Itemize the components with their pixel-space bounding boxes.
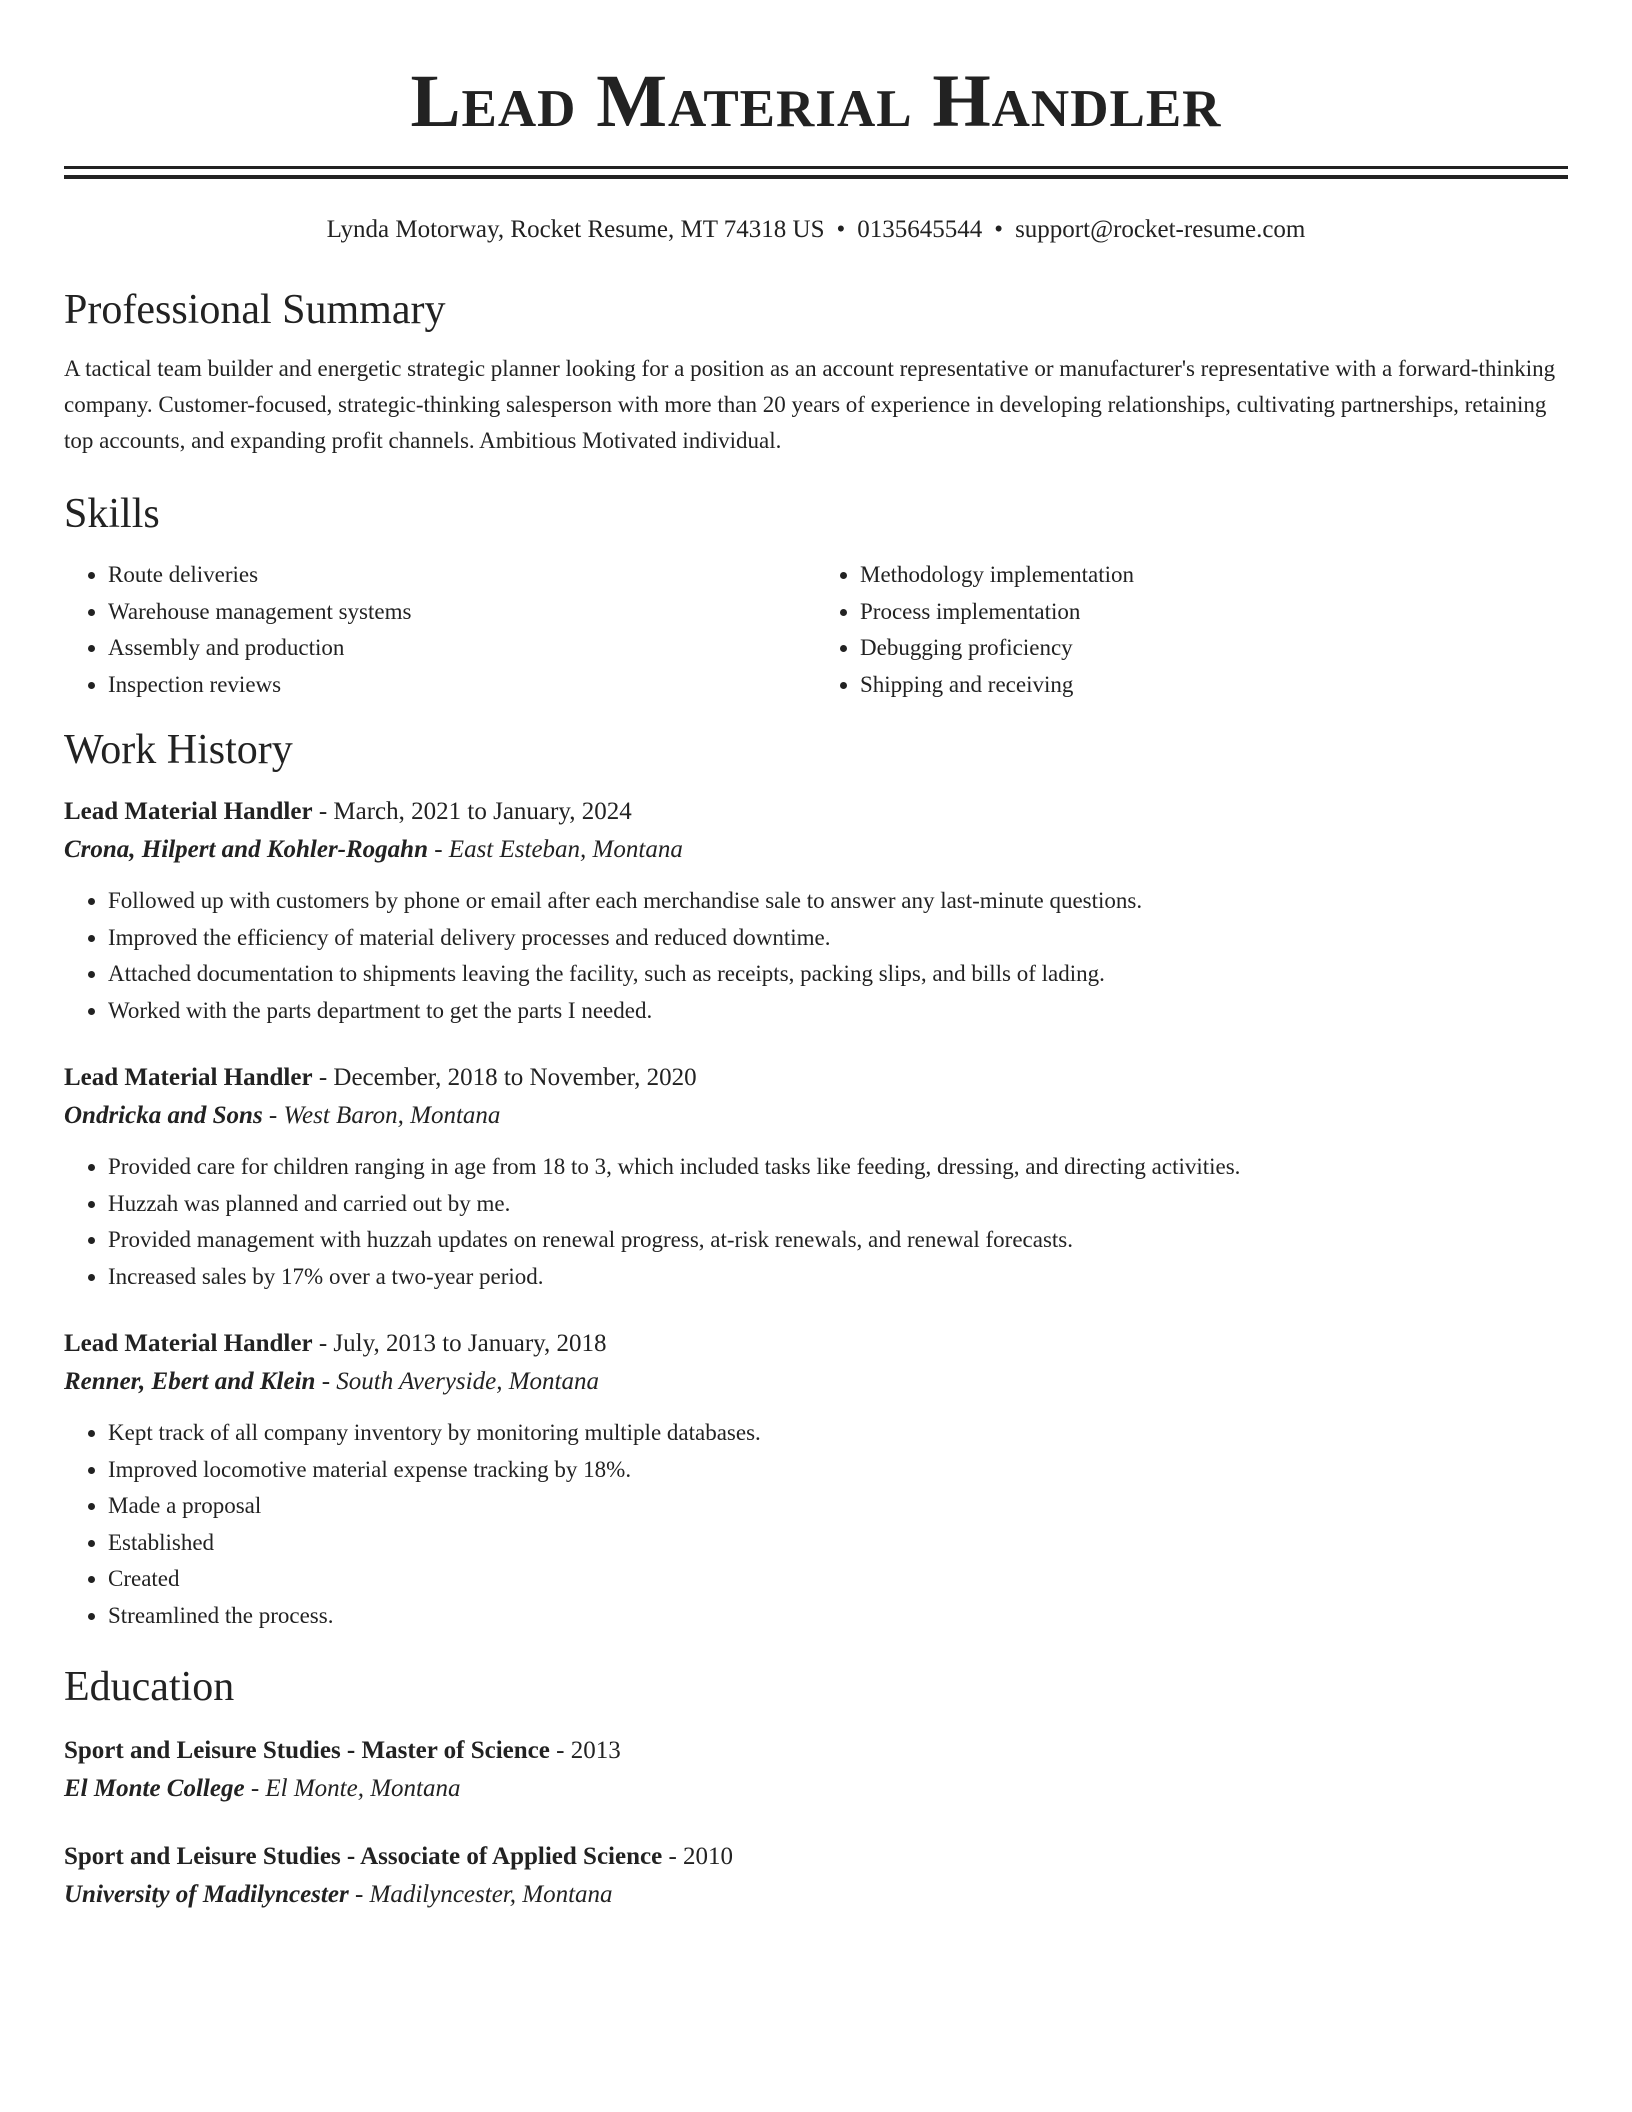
education-entry xyxy=(64,1838,1568,1914)
job-dates: - July, 2013 to January, 2018 xyxy=(312,1330,607,1357)
education-degree: Sport and Leisure Studies - Associate of Applied Science xyxy=(64,1843,663,1870)
job-dates: - December, 2018 to November, 2020 xyxy=(312,1064,697,1091)
job-bullets xyxy=(64,883,1568,1029)
skills-list-left xyxy=(64,557,816,703)
work-history-section xyxy=(64,725,1568,1634)
job-bullet: • Attached documentation to shipments leaving the facility, such as receipts, packing slips, and bills of lading. xyxy=(108,956,1568,993)
job-employer xyxy=(64,1363,1568,1401)
job-bullet: • Established xyxy=(108,1525,1568,1562)
job-header xyxy=(64,1059,1568,1097)
job-company: Ondricka and Sons xyxy=(64,1102,263,1129)
job-bullet: • Provided management with huzzah updates on renewal progress, at-risk renewals, and renewal forecasts. xyxy=(108,1222,1568,1259)
job-entry xyxy=(64,793,1568,1029)
work-history-heading: Work History xyxy=(64,727,293,773)
education-section xyxy=(64,1662,1568,1914)
job-company: Renner, Ebert and Klein xyxy=(64,1368,316,1395)
summary-heading: Professional Summary xyxy=(64,287,446,333)
job-bullet: • Improved locomotive material expense tracking by 18%. xyxy=(108,1452,1568,1489)
job-bullet: • Created xyxy=(108,1561,1568,1598)
job-employer xyxy=(64,1097,1568,1135)
job-header xyxy=(64,1325,1568,1363)
summary-section xyxy=(64,285,1568,459)
skills-heading: Skills xyxy=(64,491,160,537)
job-bullet: • Streamlined the process. xyxy=(108,1598,1568,1635)
job-title: Lead Material Handler xyxy=(64,798,313,825)
education-header xyxy=(64,1732,1568,1770)
skills-section xyxy=(64,489,1568,703)
skill-item: • Process implementation xyxy=(860,594,1568,631)
job-entry xyxy=(64,1059,1568,1295)
job-bullets xyxy=(64,1149,1568,1295)
contact-phone: 0135645544 xyxy=(857,216,983,243)
title-divider-top xyxy=(64,166,1568,169)
job-bullet: • Increased sales by 17% over a two-year period. xyxy=(108,1259,1568,1296)
job-title: Lead Material Handler xyxy=(64,1330,313,1357)
job-location: - West Baron, Montana xyxy=(262,1102,501,1129)
job-dates: - March, 2021 to January, 2024 xyxy=(312,798,632,825)
job-employer xyxy=(64,831,1568,869)
education-institution xyxy=(64,1770,1568,1808)
education-degree: Sport and Leisure Studies - Master of Science xyxy=(64,1737,550,1764)
job-title: Lead Material Handler xyxy=(64,1064,313,1091)
job-company: Crona, Hilpert and Kohler-Rogahn xyxy=(64,836,428,863)
skills-list-right xyxy=(816,557,1568,703)
skill-item: • Debugging proficiency xyxy=(860,630,1568,667)
job-bullet: • Followed up with customers by phone or email after each merchandise sale to answer any last-minute questions. xyxy=(108,883,1568,920)
job-bullet: • Worked with the parts department to get the parts I needed. xyxy=(108,993,1568,1030)
skills-columns xyxy=(64,557,1568,703)
contact-line xyxy=(64,215,1568,245)
skill-item: • Inspection reviews xyxy=(108,667,816,704)
skill-item: • Methodology implementation xyxy=(860,557,1568,594)
education-location: - Madilyncester, Montana xyxy=(348,1881,613,1908)
summary-text: A tactical team builder and energetic strategic planner looking for a position as an account representative or manufacturer's representative with a forward-thinking company. Customer-focused, strategic-thinking salesperson with more than 20 years of experience in developing relationships, cultivating partnerships, retaining top accounts, and expanding profit channels. Ambitious Motivated individual. xyxy=(64,356,1556,453)
education-heading: Education xyxy=(64,1664,235,1710)
skill-item: • Shipping and receiving xyxy=(860,667,1568,704)
job-bullet: • Improved the efficiency of material delivery processes and reduced downtime. xyxy=(108,920,1568,957)
education-entry xyxy=(64,1732,1568,1808)
education-location: - El Monte, Montana xyxy=(244,1775,461,1802)
education-school: El Monte College xyxy=(64,1775,245,1802)
contact-separator: • xyxy=(994,216,1004,243)
job-bullets xyxy=(64,1415,1568,1634)
education-header xyxy=(64,1838,1568,1876)
job-location: - East Esteban, Montana xyxy=(427,836,683,863)
job-bullet: • Made a proposal xyxy=(108,1488,1568,1525)
contact-address: Lynda Motorway, Rocket Resume, MT 74318 US xyxy=(326,216,825,243)
education-institution xyxy=(64,1876,1568,1914)
title-divider-bottom xyxy=(64,175,1568,179)
contact-separator: • xyxy=(836,216,846,243)
skill-item: • Warehouse management systems xyxy=(108,594,816,631)
job-bullet: • Provided care for children ranging in age from 18 to 3, which included tasks like feeding, dressing, and directing activities. xyxy=(108,1149,1568,1186)
skill-item: • Assembly and production xyxy=(108,630,816,667)
resume-title: Lead Material Handler xyxy=(410,60,1222,143)
education-year: - 2013 xyxy=(549,1737,621,1764)
education-year: - 2010 xyxy=(662,1843,734,1870)
job-bullet: • Huzzah was planned and carried out by me. xyxy=(108,1186,1568,1223)
education-school: University of Madilyncester xyxy=(64,1881,349,1908)
job-bullet: • Kept track of all company inventory by monitoring multiple databases. xyxy=(108,1415,1568,1452)
contact-email: support@rocket-resume.com xyxy=(1015,216,1306,243)
skill-item: • Route deliveries xyxy=(108,557,816,594)
job-location: - South Averyside, Montana xyxy=(315,1368,599,1395)
job-header xyxy=(64,793,1568,831)
job-entry xyxy=(64,1325,1568,1634)
